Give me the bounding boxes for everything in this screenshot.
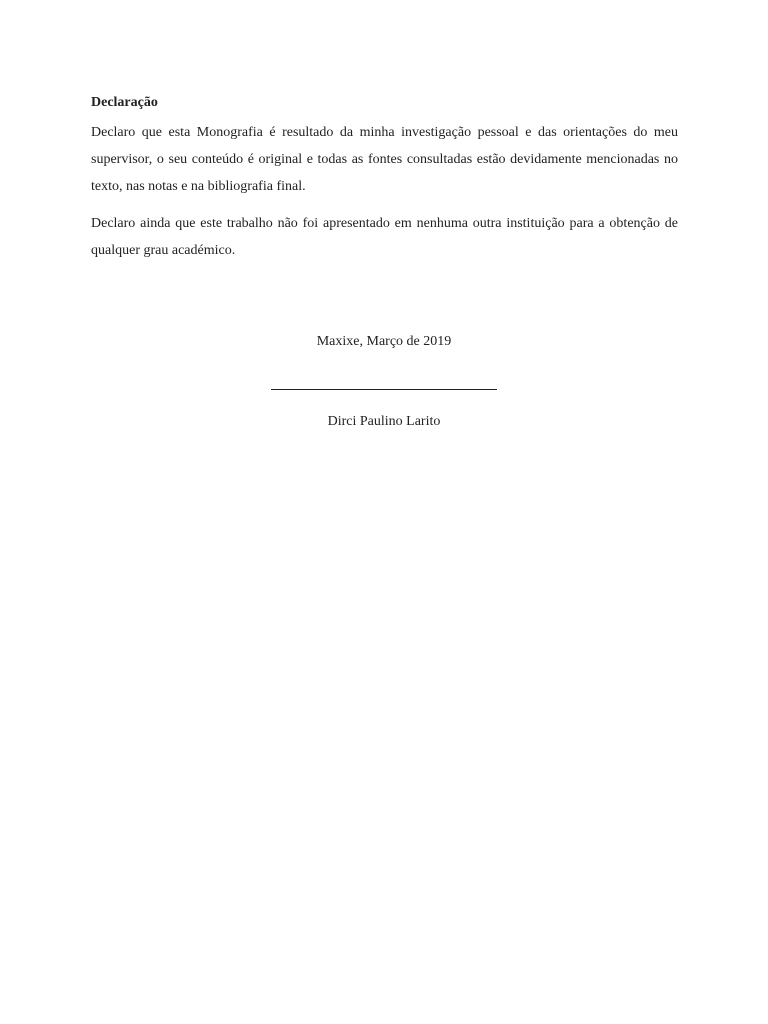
signer-name: Dirci Paulino Larito <box>327 414 441 429</box>
declaration-paragraph-2: Declaro ainda que este trabalho não foi apresentado em nenhuma outra instituição para a obtenção de qualquer grau académico. <box>91 216 678 258</box>
declaration-body <box>91 93 678 274</box>
declaration-heading: Declaração <box>91 95 158 110</box>
signature-line <box>271 389 497 390</box>
place-and-date: Maxixe, Março de 2019 <box>316 334 452 349</box>
declaration-paragraph-1: Declaro que esta Monografia é resultado da minha investigação pessoal e das orientações do meu supervisor, o seu conteúdo é original e todas as fontes consultadas estão devidamente mencionadas no texto, nas notas e na bibliografia final. <box>91 125 678 194</box>
